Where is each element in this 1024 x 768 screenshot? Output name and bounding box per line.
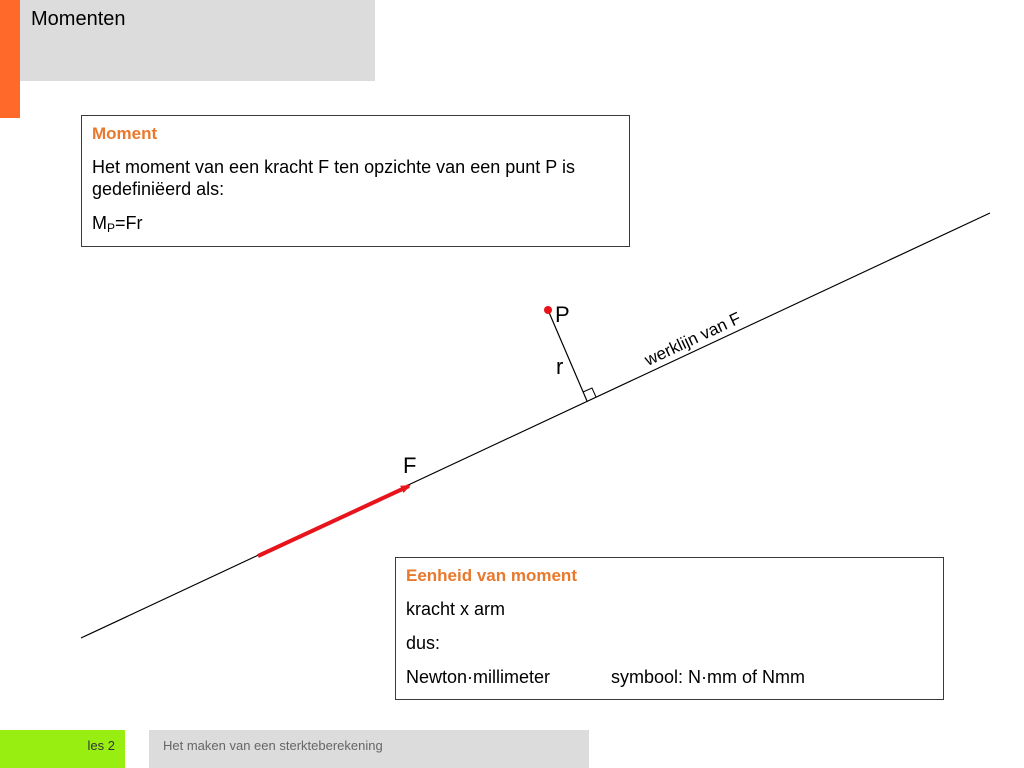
definition-text: Het moment van een kracht F ten opzichte van een punt P is gedefiniëerd als: (92, 157, 575, 199)
unit-line-2: dus: (406, 633, 441, 653)
formula-subscript: P (107, 221, 116, 235)
unit-line-3 (406, 666, 933, 688)
formula-symbol: M (92, 213, 107, 233)
footer-course-bar (149, 730, 589, 768)
unit-box (395, 557, 944, 700)
unit-heading: Eenheid van moment (406, 566, 577, 585)
unit-name: Newton·millimeter (406, 667, 551, 687)
point-p-label: P (555, 302, 570, 327)
force-label: F (403, 453, 417, 478)
force-vector (258, 486, 409, 556)
unit-line-1: kracht x arm (406, 599, 506, 619)
slide-title: Momenten (31, 8, 126, 30)
formula-rest: =Fr (115, 213, 143, 233)
footer-lesson: les 2 (87, 738, 115, 753)
footer-course: Het maken van een sterkteberekening (163, 738, 383, 753)
line-of-action-label: werklijn van F (641, 308, 744, 370)
definition-heading: Moment (92, 124, 158, 143)
arm-label: r (556, 354, 564, 379)
footer-lesson-bar (0, 730, 125, 768)
point-p (544, 306, 552, 314)
unit-symbol: symbool: N·mm of Nmm (611, 667, 806, 687)
